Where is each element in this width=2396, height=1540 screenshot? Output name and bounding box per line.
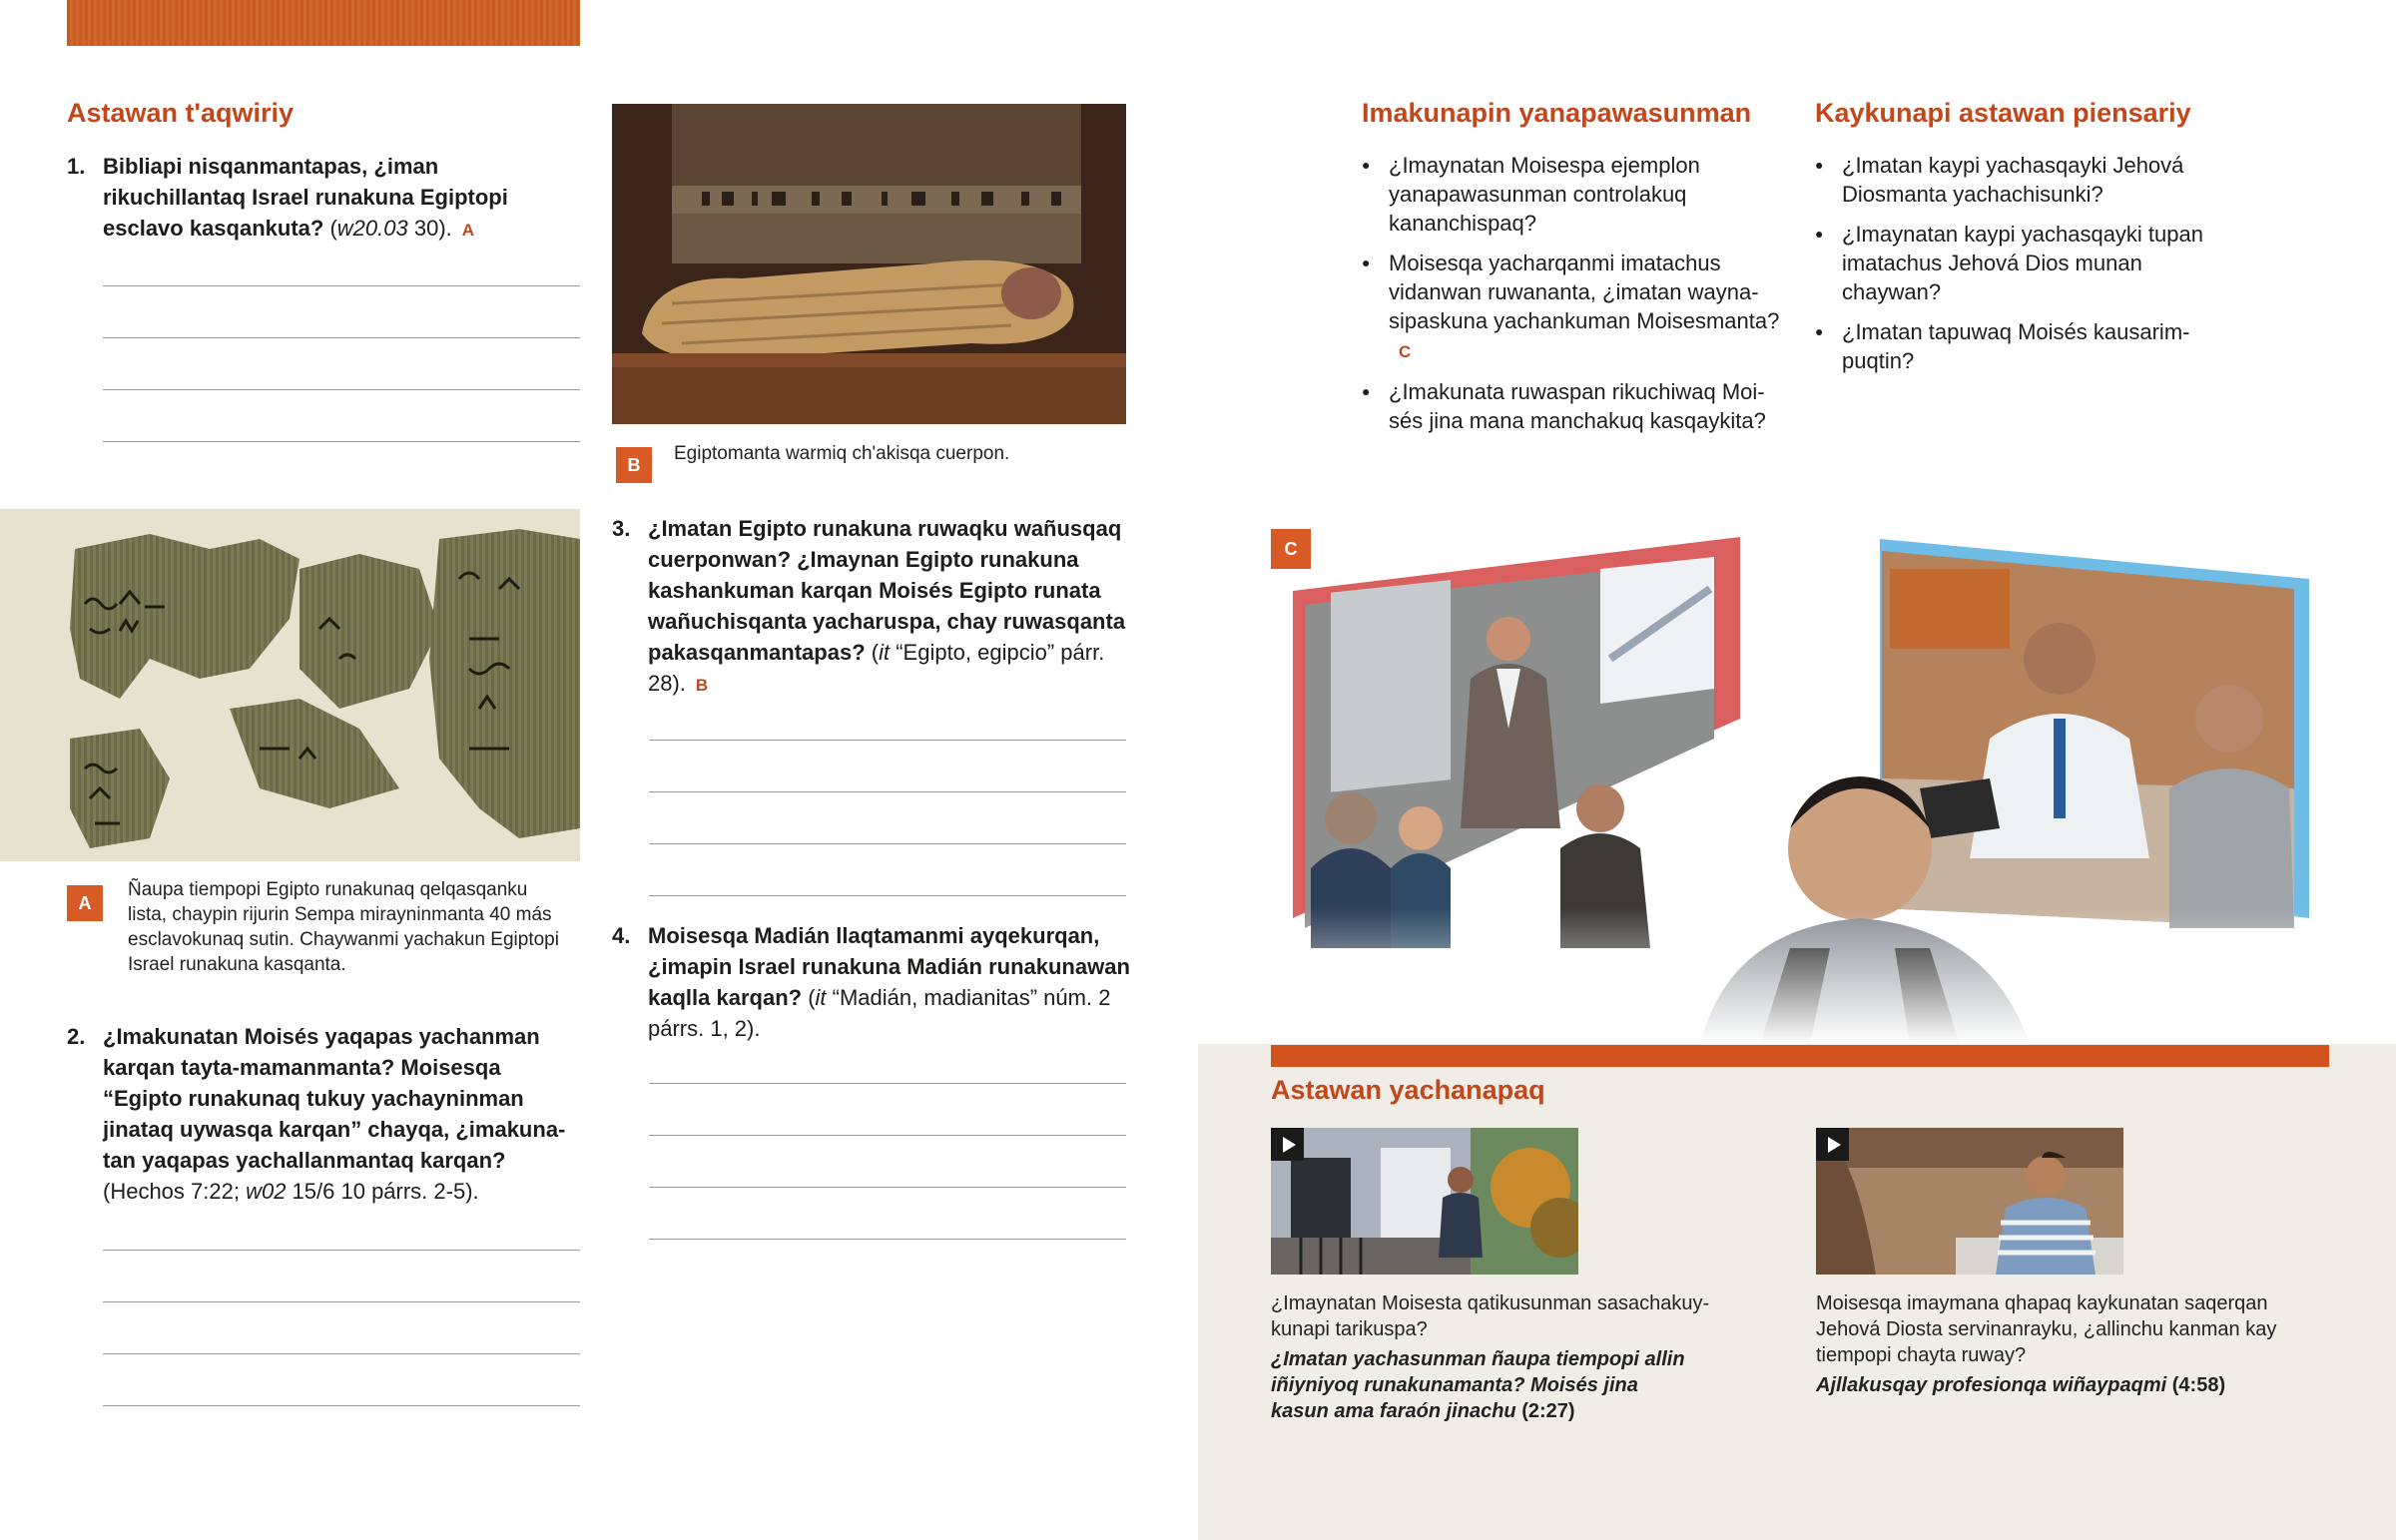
papyrus-fragments	[0, 509, 580, 861]
answer-line[interactable]	[103, 1405, 580, 1406]
answer-line[interactable]	[103, 1301, 580, 1302]
further-study-title: Astawan yachanapaq	[1271, 1075, 1545, 1105]
section-band	[1271, 1045, 2329, 1067]
career-illustration	[1271, 529, 2329, 1044]
play-icon[interactable]	[1816, 1128, 1849, 1161]
reference: (it “Madián, madianitas” núm. 2 párrs. 1, 2).	[648, 985, 1111, 1041]
video-thumbnail-2[interactable]	[1816, 1128, 2123, 1275]
image-label-c: C	[1271, 529, 1311, 569]
answer-line[interactable]	[649, 740, 1126, 741]
image-label-a: A	[67, 885, 103, 921]
answer-line[interactable]	[649, 1239, 1126, 1240]
reference: (Hechos 7:22; w02 15/6 10 párrs. 2-5).	[103, 1179, 479, 1204]
answer-line[interactable]	[103, 1250, 580, 1251]
play-icon[interactable]	[1271, 1128, 1304, 1161]
question-text: Moisesqa Madián llaqtamanmi ayqekurqan, ¿imapin Israel runakuna Madián runakunawan kaqlla karqan?	[648, 923, 1130, 1010]
question-number: 4.	[612, 923, 631, 948]
answer-line[interactable]	[103, 389, 580, 390]
video-1-title[interactable]: ¿Imatan yachasunman ñaupa tiempopi allin iñiyniyoq runakunamanta? Moisés jina kasun ama faraón jinachu	[1271, 1348, 1685, 1422]
image-label-b: B	[616, 447, 652, 483]
question-3	[612, 513, 1131, 703]
question-number: 1.	[67, 154, 86, 179]
video-2-duration: (4:58)	[2166, 1374, 2226, 1396]
answer-line[interactable]	[103, 337, 580, 338]
list-item: ● ¿Imaynatan Moisespa ejemplon yanapawasunman controlakuq kananchispaq?	[1362, 151, 1791, 238]
video-1-scene	[1271, 1128, 1578, 1275]
answer-line[interactable]	[103, 441, 580, 442]
col1-list	[1362, 151, 1791, 446]
answer-line[interactable]	[649, 895, 1126, 896]
col2-list	[1815, 151, 2244, 386]
image-marker: C	[1399, 342, 1412, 361]
question-1	[67, 151, 586, 251]
reference: (it “Egipto, egipcio” párr. 28).	[648, 640, 1105, 696]
list-item: ● ¿Imaynatan kaypi yachasqayki tupan imatachus Jehová Dios munan chaywan?	[1815, 220, 2244, 306]
section-title: Astawan t'aqwiriy	[67, 98, 294, 128]
question-text: Bibliapi nisqanmantapas, ¿iman rikuchillantaq Israel runakuna Egiptopi esclavo kasqankuta?	[103, 154, 508, 241]
image-marker: A	[461, 221, 475, 240]
question-4	[612, 920, 1131, 1050]
question-text: ¿Imatan Egipto runakuna ruwaqku wañusqaq cuerponwan? ¿Imaynan Egipto runakuna kashankuman karqan Moisés Egipto runata wañuchisqanta yacharuspa, chay ruwasqanta pakasqanmantapas?	[648, 516, 1126, 665]
papyrus-image	[0, 509, 580, 861]
answer-line[interactable]	[649, 791, 1126, 792]
question-number: 3.	[612, 516, 631, 541]
answer-line[interactable]	[103, 285, 580, 286]
career-scene	[1271, 529, 2329, 1044]
answer-line[interactable]	[103, 1353, 580, 1354]
question-number: 2.	[67, 1024, 86, 1049]
answer-line[interactable]	[649, 1083, 1126, 1084]
video-2-question: Moisesqa imaymana qhapaq kaykunatan saqerqan Jehová Diosta servinanrayku, ¿allinchu kanman kay tiempopi chayta ruway?	[1816, 1292, 2277, 1366]
answer-line[interactable]	[649, 1135, 1126, 1136]
col1-title: Imakunapin yanapawasunman	[1362, 98, 1752, 128]
video-2-description	[1816, 1290, 2295, 1398]
question-2	[67, 1021, 586, 1211]
col2-title: Kaykunapi astawan piensariy	[1815, 98, 2191, 128]
question-text: ¿Imakunatan Moisés yaqapas yachanman karqan tayta-mamanmanta? Moisesqa “Egipto runakunaq tukuy yachayninman jinataq uywasqa karqan” chayqa, ¿imakuna-tan yaqapas yachallanmantaq karqan?	[103, 1024, 566, 1173]
list-item: ● ¿Imatan tapuwaq Moisés kausarim-puqtin?	[1815, 317, 2244, 375]
image-marker: B	[695, 676, 709, 695]
video-1-question: ¿Imaynatan Moisesta qatikusunman sasachakuy-kunapi tarikuspa?	[1271, 1292, 1710, 1340]
video-2-scene	[1816, 1128, 2123, 1275]
video-1-duration: (2:27)	[1515, 1400, 1575, 1422]
list-item: ● ¿Imatan kaypi yachasqayki Jehová Diosmanta yachachisunki?	[1815, 151, 2244, 209]
video-2-title[interactable]: Ajllakusqay profesionqa wiñaypaqmi	[1816, 1374, 2167, 1396]
mummy-image	[612, 104, 1126, 424]
top-texture-strip	[67, 0, 580, 46]
image-a-caption: Ñaupa tiempopi Egipto runakunaq qelqasqanku lista, chaypin rijurin Sempa mirayninmanta 40 más esclavokunaq sutin. Chaywanmi yachakun Egiptopi Israel runakuna kasqanta.	[128, 879, 559, 975]
list-item: ● ¿Imakunata ruwaspan rikuchiwaq Moi-sés jina mana manchakuq kasqaykita?	[1362, 377, 1791, 435]
video-1-description	[1271, 1290, 1750, 1424]
mummy-illustration	[612, 104, 1126, 424]
answer-line[interactable]	[649, 1187, 1126, 1188]
answer-line[interactable]	[649, 843, 1126, 844]
video-thumbnail-1[interactable]	[1271, 1128, 1578, 1275]
list-item: ● Moisesqa yacharqanmi imatachus vidanwan ruwananta, ¿imatan wayna-sipaskuna yachankuman Moisesmanta?C	[1362, 249, 1791, 366]
image-b-caption: Egiptomanta warmiq ch'akisqa cuerpon.	[674, 443, 1010, 464]
reference: (w20.03 30).	[329, 216, 452, 241]
